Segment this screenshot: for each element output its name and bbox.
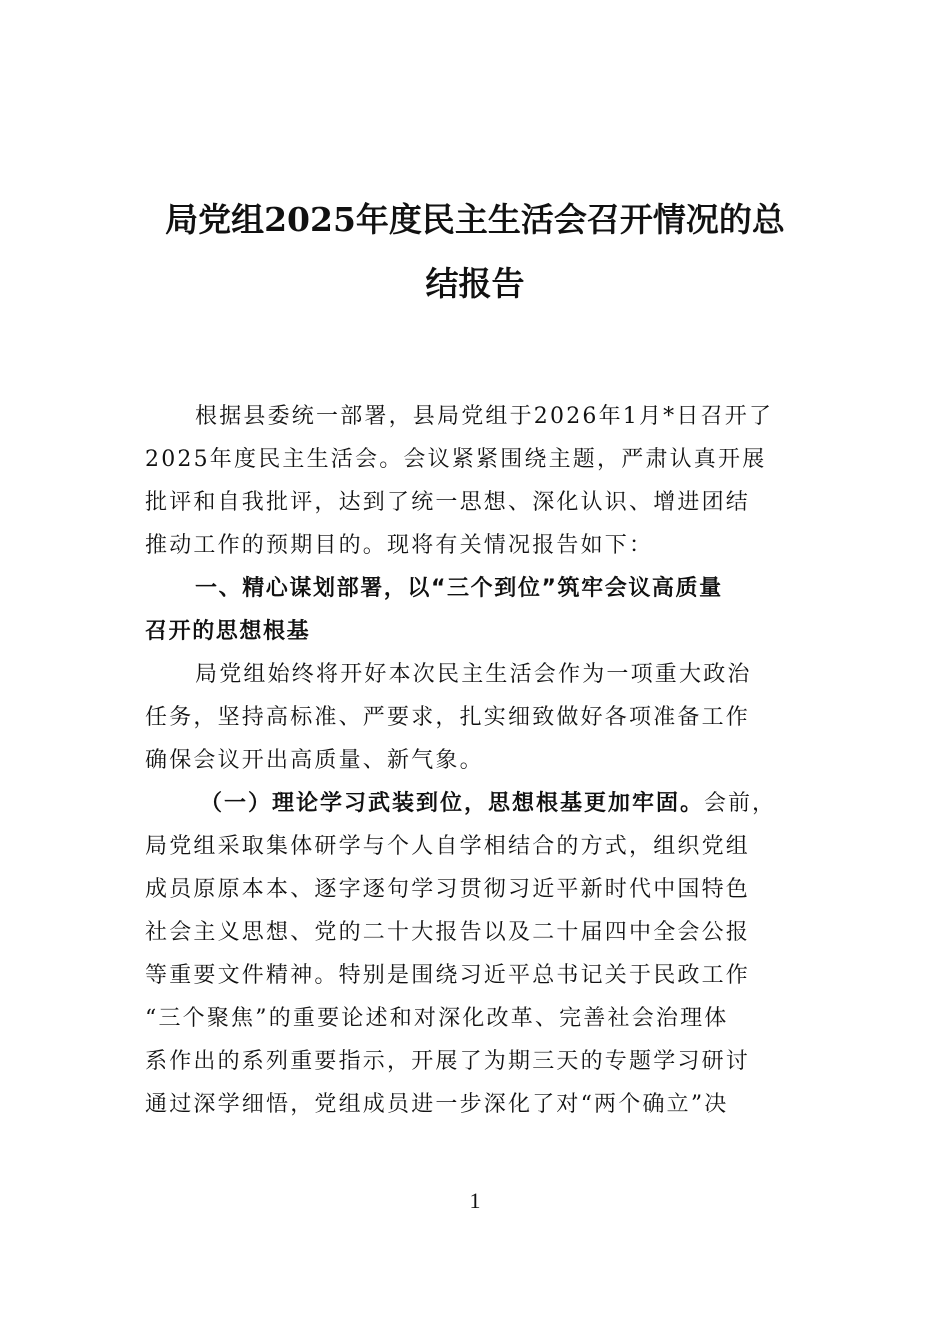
subheading-text: （一）理论学习武装到位，思想根基更加牢固。 [200, 790, 705, 816]
text-line: 2025年度民主生活会。会议紧紧围绕主题，严肃认真开展 [145, 447, 767, 472]
text-line: 确保会议开出高质量、新气象。 [145, 748, 484, 773]
text-line: “三个聚焦”的重要论述和对深化改革、完善社会治理体 [145, 1006, 729, 1031]
heading-line: 召开的思想根基 [145, 619, 311, 644]
document-title [120, 188, 830, 316]
section-heading-1 [145, 567, 810, 653]
paragraph-intro [145, 395, 810, 567]
text-line: 通过深学细悟，党组成员进一步深化了对“两个确立”决 [145, 1092, 729, 1117]
text-line: 推动工作的预期目的。现将有关情况报告如下： [145, 533, 654, 558]
text-line: 成员原原本本、逐字逐句学习贯彻习近平新时代中国特色 [145, 877, 751, 902]
text-line: 局党组始终将开好本次民主生活会作为一项重大政治 [195, 662, 752, 687]
heading-line: 一、精心谋划部署，以“三个到位”筑牢会议高质量 [195, 576, 723, 601]
title-line-1: 局党组2025年度民主生活会召开情况的总 [165, 200, 785, 239]
paragraph-section-1 [145, 653, 810, 782]
text-line: 批评和自我批评，达到了统一思想、深化认识、增进团结 [145, 490, 751, 515]
text-line: 任务，坚持高标准、严要求，扎实细致做好各项准备工作 [145, 705, 751, 730]
subsection-1 [145, 782, 810, 1126]
title-line-2: 结报告 [425, 264, 525, 303]
text-line: 根据县委统一部署，县局党组于2026年1月*日召开了 [195, 404, 774, 429]
text-line: 局党组采取集体研学与个人自学相结合的方式，组织党组 [145, 834, 751, 859]
text-line: 系作出的系列重要指示，开展了为期三天的专题学习研讨 [145, 1049, 751, 1074]
document-body [145, 395, 810, 1126]
subheading-line [145, 782, 810, 825]
page-number: 1 [469, 1188, 481, 1213]
subheading-continuation: 会前， [704, 791, 777, 816]
text-line: 等重要文件精神。特别是围绕习近平总书记关于民政工作 [145, 963, 751, 988]
text-line: 社会主义思想、党的二十大报告以及二十届四中全会公报 [145, 920, 751, 945]
